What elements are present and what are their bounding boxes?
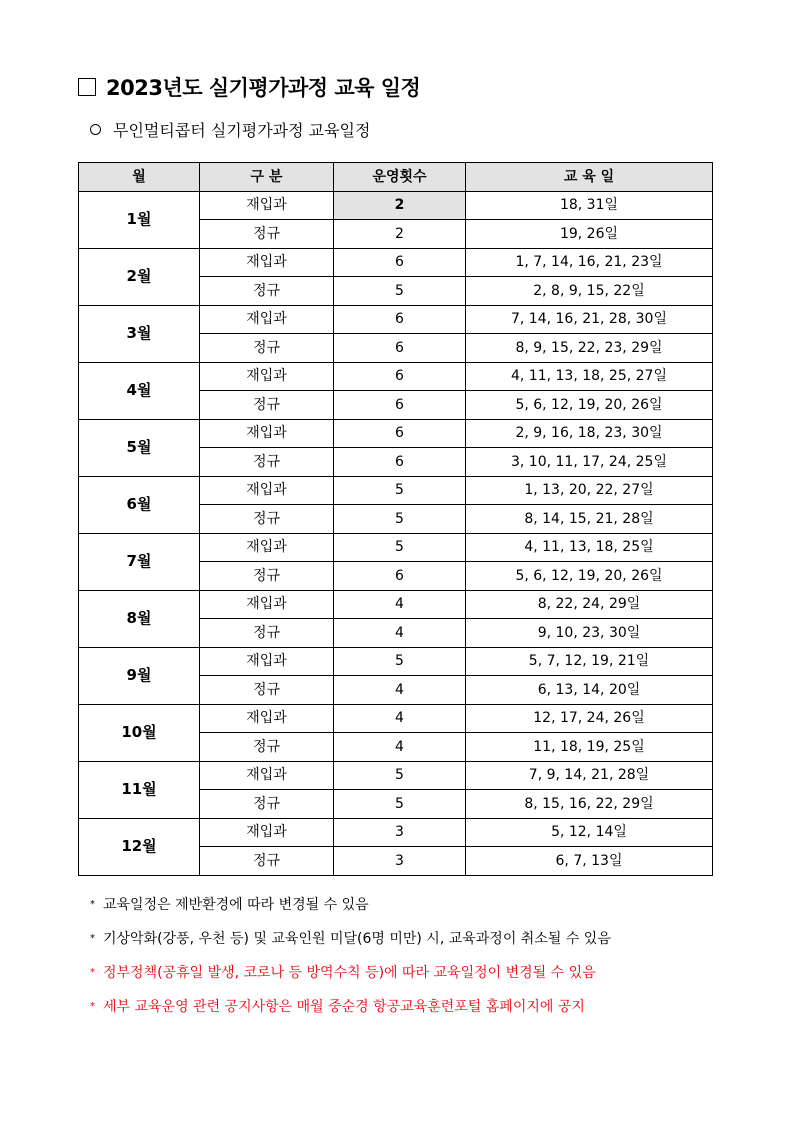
table-row xyxy=(79,476,713,505)
type-cell: 재입과 xyxy=(200,476,334,505)
dates-cell: 1, 7, 14, 16, 21, 23일 xyxy=(466,248,713,277)
dates-cell: 8, 22, 24, 29일 xyxy=(466,590,713,619)
asterisk-icon: * xyxy=(90,1001,95,1012)
count-cell: 4 xyxy=(334,733,466,762)
table-row xyxy=(79,590,713,619)
dates-cell: 5, 7, 12, 19, 21일 xyxy=(466,647,713,676)
dates-cell: 8, 14, 15, 21, 28일 xyxy=(466,505,713,534)
month-cell: 8월 xyxy=(79,590,200,647)
checkbox-square-icon xyxy=(78,78,96,96)
count-cell: 5 xyxy=(334,790,466,819)
month-cell: 6월 xyxy=(79,476,200,533)
count-cell: 3 xyxy=(334,847,466,876)
type-cell: 정규 xyxy=(200,505,334,534)
section-subtitle xyxy=(90,118,370,141)
circle-bullet-icon xyxy=(90,124,101,135)
dates-cell: 5, 6, 12, 19, 20, 26일 xyxy=(466,391,713,420)
dates-cell: 3, 10, 11, 17, 24, 25일 xyxy=(466,448,713,477)
type-cell: 정규 xyxy=(200,448,334,477)
page-title-text: 2023년도 실기평가과정 교육 일정 xyxy=(106,76,421,100)
schedule-table xyxy=(78,162,713,876)
type-cell: 정규 xyxy=(200,790,334,819)
type-cell: 정규 xyxy=(200,562,334,591)
table-row xyxy=(79,533,713,562)
month-cell: 7월 xyxy=(79,533,200,590)
asterisk-icon: * xyxy=(90,967,95,978)
type-cell: 재입과 xyxy=(200,191,334,220)
table-row xyxy=(79,248,713,277)
header-type: 구 분 xyxy=(200,163,334,192)
note-item xyxy=(90,932,611,966)
dates-cell: 7, 9, 14, 21, 28일 xyxy=(466,761,713,790)
month-cell: 1월 xyxy=(79,191,200,248)
dates-cell: 6, 7, 13일 xyxy=(466,847,713,876)
month-cell: 3월 xyxy=(79,305,200,362)
type-cell: 재입과 xyxy=(200,248,334,277)
table-row xyxy=(79,647,713,676)
count-cell: 3 xyxy=(334,818,466,847)
type-cell: 정규 xyxy=(200,334,334,363)
dates-cell: 5, 6, 12, 19, 20, 26일 xyxy=(466,562,713,591)
month-cell: 12월 xyxy=(79,818,200,875)
type-cell: 재입과 xyxy=(200,818,334,847)
header-month: 월 xyxy=(79,163,200,192)
month-cell: 2월 xyxy=(79,248,200,305)
dates-cell: 11, 18, 19, 25일 xyxy=(466,733,713,762)
dates-cell: 2, 8, 9, 15, 22일 xyxy=(466,277,713,306)
table-row xyxy=(79,305,713,334)
count-cell: 4 xyxy=(334,704,466,733)
section-subtitle-text: 무인멀티콥터 실기평가과정 교육일정 xyxy=(113,121,371,140)
note-text: 정부정책(공휴일 발생, 코로나 등 방역수칙 등)에 따라 교육일정이 변경될 수 있음 xyxy=(103,965,596,981)
count-cell: 2 xyxy=(334,220,466,249)
dates-cell: 12, 17, 24, 26일 xyxy=(466,704,713,733)
type-cell: 재입과 xyxy=(200,362,334,391)
table-row xyxy=(79,419,713,448)
type-cell: 정규 xyxy=(200,391,334,420)
month-cell: 10월 xyxy=(79,704,200,761)
type-cell: 재입과 xyxy=(200,761,334,790)
count-cell: 6 xyxy=(334,419,466,448)
table-row xyxy=(79,818,713,847)
notes-list xyxy=(90,898,611,1034)
header-dates: 교 육 일 xyxy=(466,163,713,192)
asterisk-icon: * xyxy=(90,899,95,910)
count-cell: 6 xyxy=(334,334,466,363)
count-cell: 5 xyxy=(334,533,466,562)
count-cell: 5 xyxy=(334,647,466,676)
month-cell: 4월 xyxy=(79,362,200,419)
type-cell: 정규 xyxy=(200,676,334,705)
count-cell: 5 xyxy=(334,277,466,306)
dates-cell: 4, 11, 13, 18, 25일 xyxy=(466,533,713,562)
table-row xyxy=(79,191,713,220)
count-cell: 6 xyxy=(334,562,466,591)
table-body xyxy=(79,191,713,875)
count-cell: 4 xyxy=(334,590,466,619)
month-cell: 9월 xyxy=(79,647,200,704)
dates-cell: 7, 14, 16, 21, 28, 30일 xyxy=(466,305,713,334)
dates-cell: 5, 12, 14일 xyxy=(466,818,713,847)
dates-cell: 8, 15, 16, 22, 29일 xyxy=(466,790,713,819)
dates-cell: 1, 13, 20, 22, 27일 xyxy=(466,476,713,505)
count-cell: 6 xyxy=(334,391,466,420)
type-cell: 정규 xyxy=(200,847,334,876)
type-cell: 재입과 xyxy=(200,704,334,733)
dates-cell: 18, 31일 xyxy=(466,191,713,220)
note-text: 교육일정은 제반환경에 따라 변경될 수 있음 xyxy=(103,897,369,913)
type-cell: 정규 xyxy=(200,619,334,648)
count-cell: 2 xyxy=(334,191,466,220)
dates-cell: 9, 10, 23, 30일 xyxy=(466,619,713,648)
type-cell: 재입과 xyxy=(200,305,334,334)
asterisk-icon: * xyxy=(90,933,95,944)
note-item xyxy=(90,1000,611,1034)
type-cell: 재입과 xyxy=(200,647,334,676)
month-cell: 5월 xyxy=(79,419,200,476)
table-header-row xyxy=(79,163,713,192)
type-cell: 재입과 xyxy=(200,590,334,619)
note-text: 기상악화(강풍, 우천 등) 및 교육인원 미달(6명 미만) 시, 교육과정이 취소될 수 있음 xyxy=(103,931,611,947)
note-item xyxy=(90,898,611,932)
type-cell: 정규 xyxy=(200,733,334,762)
dates-cell: 2, 9, 16, 18, 23, 30일 xyxy=(466,419,713,448)
dates-cell: 8, 9, 15, 22, 23, 29일 xyxy=(466,334,713,363)
type-cell: 재입과 xyxy=(200,533,334,562)
dates-cell: 6, 13, 14, 20일 xyxy=(466,676,713,705)
count-cell: 4 xyxy=(334,676,466,705)
type-cell: 정규 xyxy=(200,277,334,306)
header-count: 운영횟수 xyxy=(334,163,466,192)
table-row xyxy=(79,761,713,790)
month-cell: 11월 xyxy=(79,761,200,818)
table-row xyxy=(79,362,713,391)
count-cell: 6 xyxy=(334,362,466,391)
table-row xyxy=(79,704,713,733)
count-cell: 4 xyxy=(334,619,466,648)
count-cell: 5 xyxy=(334,476,466,505)
count-cell: 6 xyxy=(334,305,466,334)
note-item xyxy=(90,966,611,1000)
dates-cell: 4, 11, 13, 18, 25, 27일 xyxy=(466,362,713,391)
dates-cell: 19, 26일 xyxy=(466,220,713,249)
page-title xyxy=(78,72,420,102)
note-text: 세부 교육운영 관련 공지사항은 매월 중순경 항공교육훈련포털 홈페이지에 공지 xyxy=(103,999,585,1015)
type-cell: 재입과 xyxy=(200,419,334,448)
count-cell: 5 xyxy=(334,505,466,534)
count-cell: 6 xyxy=(334,248,466,277)
count-cell: 5 xyxy=(334,761,466,790)
type-cell: 정규 xyxy=(200,220,334,249)
count-cell: 6 xyxy=(334,448,466,477)
